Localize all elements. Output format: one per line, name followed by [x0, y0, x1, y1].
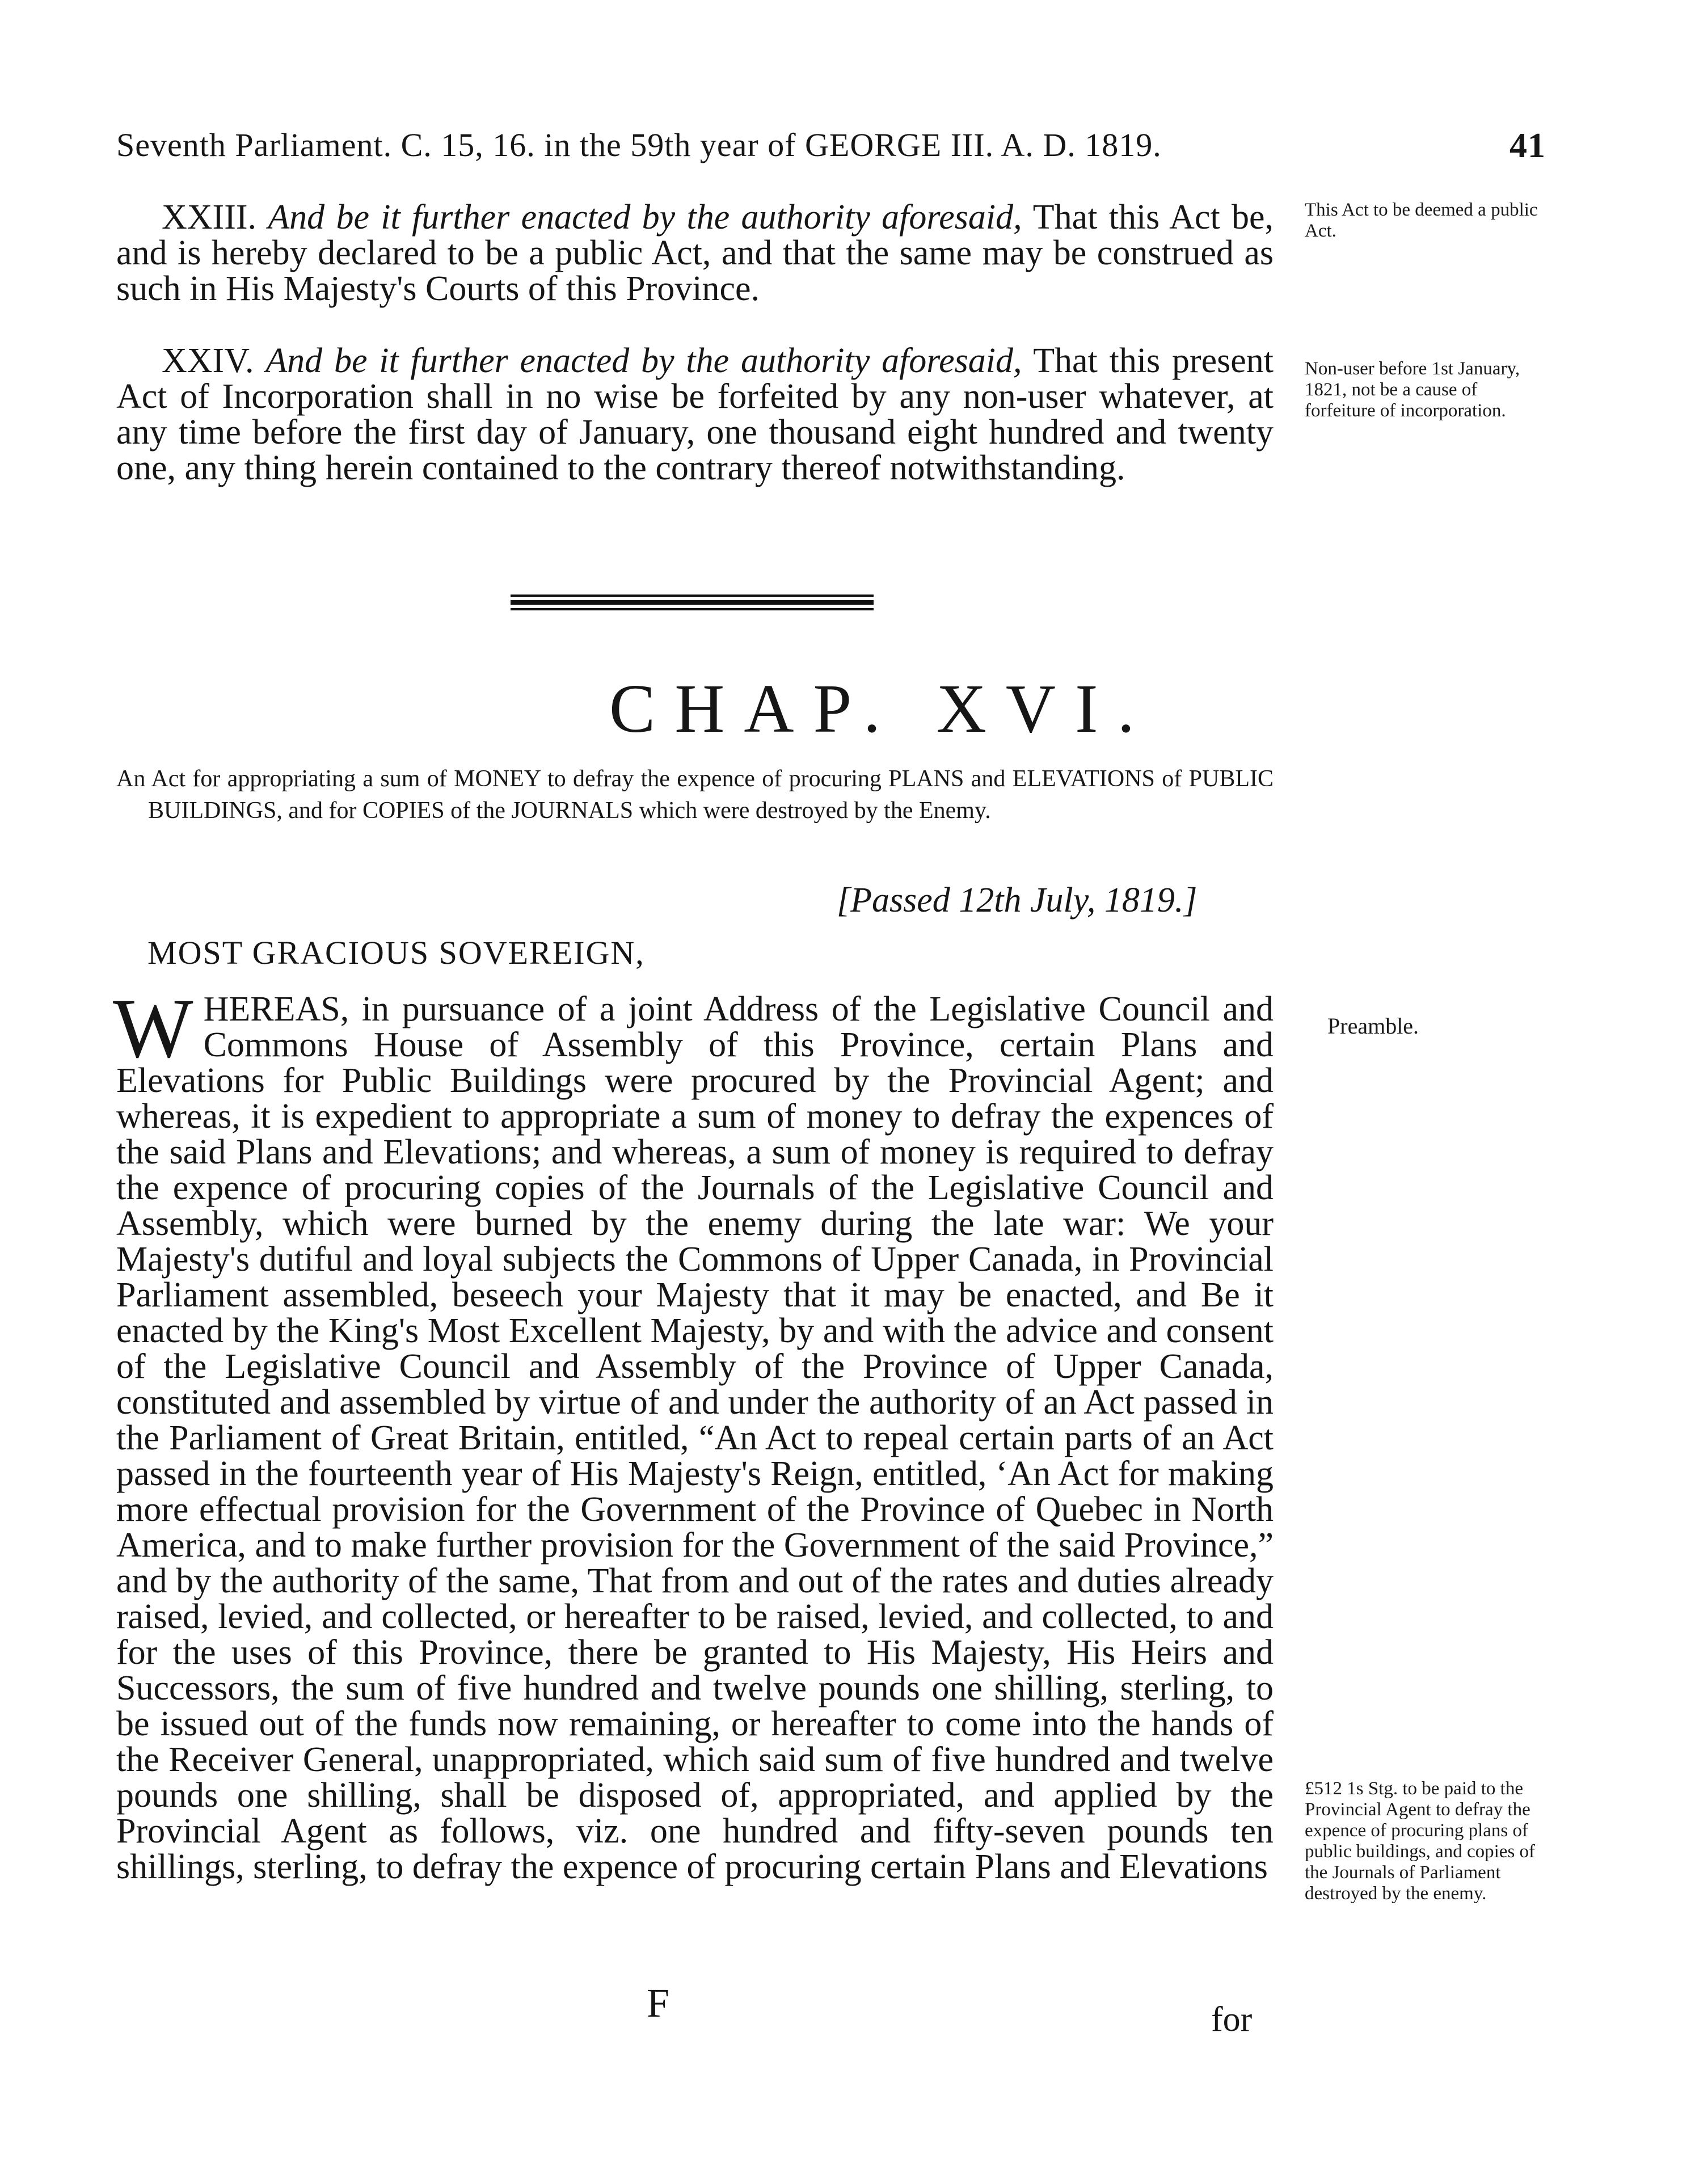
preamble-paragraph [113, 981, 1274, 1886]
catchword: for [1211, 2000, 1253, 2039]
salutation: MOST GRACIOUS SOVEREIGN, [147, 934, 645, 971]
page-number: 41 [1510, 127, 1546, 165]
running-head: Seventh Parliament. C. 15, 16. in the 59th year of GEORGE III. A. D. 1819. [116, 127, 1162, 163]
act-title [116, 763, 1274, 827]
enacting-clause: And be it further enacted by the authority aforesaid, [268, 198, 1022, 237]
margin-note-preamble: Preamble. [1327, 1013, 1419, 1039]
section-text: That this Act be, and is hereby declared to be a public Act, and that the same may be construed as such in His Majesty's Courts of this Province. [116, 198, 1274, 308]
act-title-text: An Act for appropriating a sum of MONEY to defray the expence of procuring PLANS and ELEVATIONS of PUBLIC BUILDINGS, and for COPIES of the JOURNALS which were destroyed by the Enemy. [116, 766, 1274, 824]
drop-cap: W [113, 981, 193, 1076]
running-header [116, 126, 1546, 177]
section-separator [511, 595, 874, 610]
section-xxiv [116, 343, 1274, 486]
chapter-heading: CHAP. XVI. [609, 671, 1154, 747]
margin-note-sum: £512 1s Stg. to be paid to the Provincial Agent to defray the expence of procuring plans of public buildings, and copies of the Journals of Parliament destroyed by the enemy. [1305, 1778, 1536, 1904]
section-xxiii [116, 200, 1274, 307]
section-text: That this present Act of Incorporation shall in no wise be forfeited by any non-user whatever, at any time before the first day of January, one thousand eight hundred and twenty one, any thing herein contained to the contrary thereof notwithstanding. [116, 341, 1274, 487]
section-number: XXIII. [162, 198, 256, 237]
signature-mark: F [647, 1980, 670, 2026]
margin-note-public-act: This Act to be deemed a public Act. [1305, 200, 1538, 241]
section-number: XXIV. [162, 341, 254, 380]
margin-note-non-user: Non-user before 1st January, 1821, not be a cause of forfeiture of incorporation. [1305, 359, 1520, 421]
passed-date: [Passed 12th July, 1819.] [837, 881, 1198, 920]
enacting-clause: And be it further enacted by the authority aforesaid, [265, 341, 1022, 380]
preamble-text: HEREAS, in pursuance of a joint Address of the Legislative Council and Commons House of Assembly of this Province, certain Plans and Elevations for Public Buildings were procured by the Provincial Agent; and whereas, it is expedient to appropriate a sum of money to defray the expences of the said Plans and Elevations; and whereas, a sum of money is required to defray the expence of procuring copies of the Journals of the Legislative Council and Assembly, which were burned by the enemy during the late war: We your Majesty's dutiful and loyal subjects the Commons of Upper Canada, in Provincial Parliament assembled, beseech your Majesty that it may be enacted, and Be it enacted by the King's Most Excellent Majesty, by and with the advice and consent of the Legislative Council and Assembly of the Province of Upper Canada, constituted and assembled by virtue of and under the authority of an Act passed in the Parliament of Great Britain, entitled, “An Act to repeal certain parts of an Act passed in the fourteenth year of His Majesty's Reign, entitled, ‘An Act for making more effectual provision for the Government of the Province of Quebec in North America, and to make further provision for the Government of the said Province,” and by the authority of the same, That from and out of the rates and duties already raised, levied, and collected, or hereafter to be raised, levied, and collected, to and for the uses of this Province, there be granted to His Majesty, His Heirs and Successors, the sum of five hundred and twelve pounds one shilling, sterling, to be issued out of the funds now remaining, or hereafter to come into the hands of the Receiver General, unappropriated, which said sum of five hundred and twelve pounds one shilling, shall be disposed of, appropriated, and applied by the Provincial Agent as follows, viz. one hundred and fifty-seven pounds ten shillings, sterling, to defray the expence of procuring certain Plans and Elevations [116, 990, 1274, 1886]
